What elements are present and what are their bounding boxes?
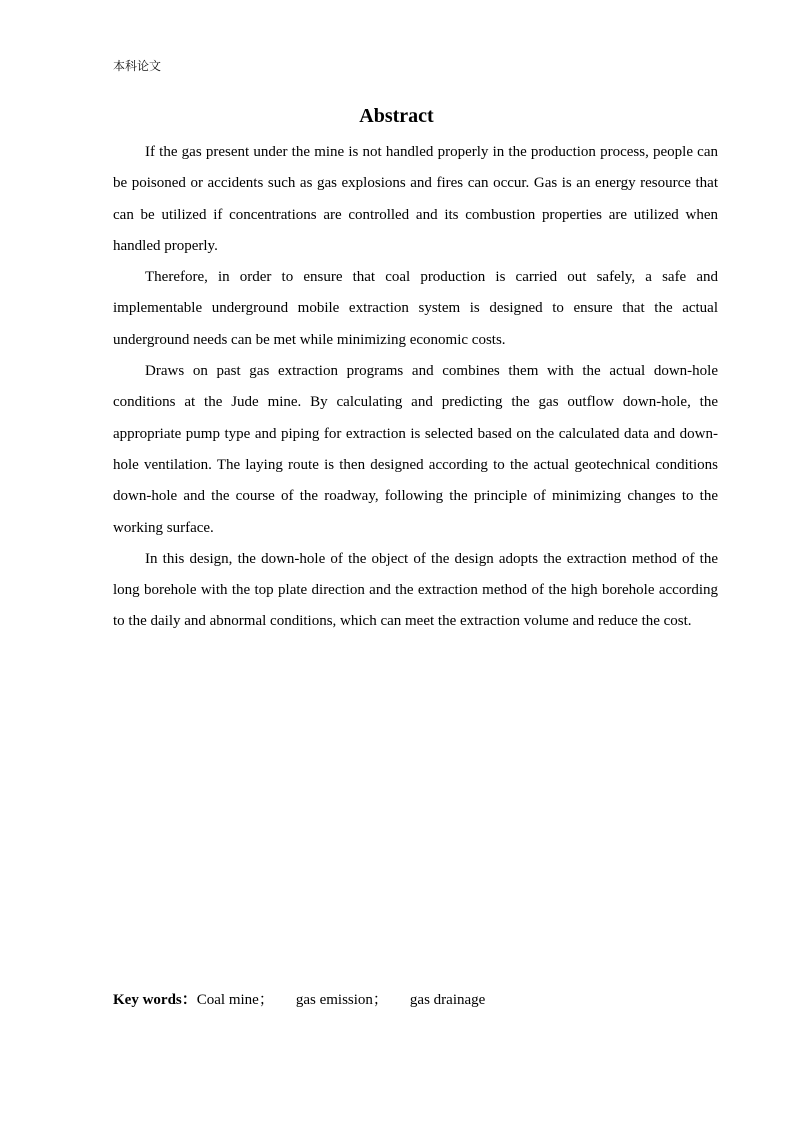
keyword-item: gas drainage	[409, 992, 486, 1008]
abstract-paragraph: If the gas present under the mine is not handled properly in the production process, people can be poisoned or accidents such as gas explosions and fires can occur. Gas is an energy resource that can be utilized if concentrations are controlled and its combustion properties are utilized when handled properly.	[113, 144, 718, 254]
abstract-paragraph: Therefore, in order to ensure that coal production is carried out safely, a safe and implementable underground mobile extraction system is designed to ensure that the actual underground needs can be met while minimizing economic costs.	[113, 269, 718, 348]
abstract-title: Abstract	[359, 105, 434, 127]
abstract-paragraph: Draws on past gas extraction programs and combines them with the actual down-hole conditions at the Jude mine. By calculating and predicting the gas outflow down-hole, the appropriate pump type and piping for extraction is selected based on the calculated data and down-hole ventilation. The laying route is then designed according to the actual geotechnical conditions down-hole and the course of the roadway, following the principle of minimizing changes to the working surface.	[113, 363, 718, 536]
keyword-item: Coal mine；	[196, 992, 274, 1008]
abstract-paragraph: In this design, the down-hole of the object of the design adopts the extraction method of the long borehole with the top plate direction and the extraction method of the high borehole according to the daily and abnormal conditions, which can meet the extraction volume and reduce the cost.	[113, 550, 718, 630]
keywords-line	[113, 990, 485, 1010]
keyword-item: gas emission；	[295, 992, 388, 1008]
keywords-label: Key words：	[113, 992, 197, 1008]
page-header: 本科论文	[113, 59, 162, 73]
abstract-body	[113, 137, 718, 638]
